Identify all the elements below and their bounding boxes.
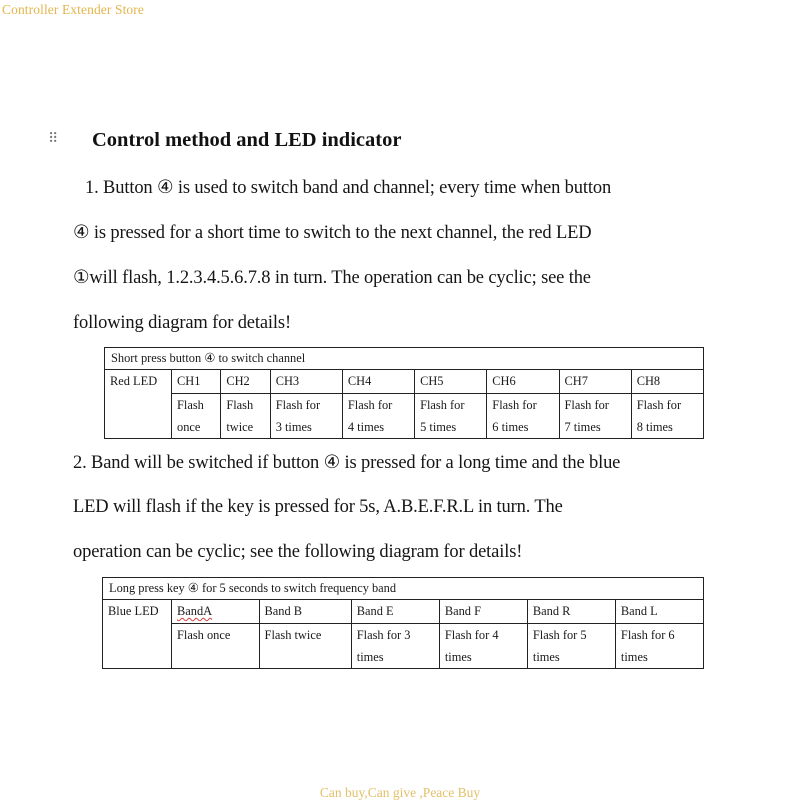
paragraph1-line1: 1. Button ④ is used to switch band and channel; every time when button [85, 178, 612, 198]
store-name: Controller Extender Store [2, 2, 144, 17]
band-flash-cell: Flash for 5 times [527, 624, 615, 669]
band-header: BandA [172, 600, 260, 624]
channel-header: CH3 [270, 370, 342, 394]
blue-led-label: Blue LED [103, 600, 172, 669]
paragraph1-line4: following diagram for details! [73, 313, 291, 333]
band-header: Band L [615, 600, 703, 624]
channel-header: CH6 [487, 370, 559, 394]
paragraph1-line2: ④ is pressed for a short time to switch to the next channel, the red LED [73, 223, 592, 243]
channel-header: CH2 [221, 370, 270, 394]
paragraph2-line1: 2. Band will be switched if button ④ is pressed for a long time and the blue [73, 453, 621, 473]
channel-flash-cell: Flash for 7 times [559, 394, 631, 439]
channel-header: CH5 [415, 370, 487, 394]
band-flash-cell: Flash once [172, 624, 260, 669]
channel-flash-cell: Flash for 8 times [631, 394, 703, 439]
channel-flash-cell: Flash for 6 times [487, 394, 559, 439]
channel-flash-cell: Flash twice [221, 394, 270, 439]
drag-handle-icon[interactable]: ⠿ [48, 132, 58, 147]
channel-flash-cell: Flash for 4 times [342, 394, 414, 439]
channel-table [104, 347, 704, 439]
channel-header: CH1 [172, 370, 221, 394]
channel-header: CH7 [559, 370, 631, 394]
band-header: Band B [259, 600, 351, 624]
paragraph1-line3: ①will flash, 1.2.3.4.5.6.7.8 in turn. The operation can be cyclic; see the [73, 268, 591, 288]
red-led-label: Red LED [105, 370, 172, 439]
channel-flash-cell: Flash for 5 times [415, 394, 487, 439]
channel-flash-cell: Flash for 3 times [270, 394, 342, 439]
paragraph2-line2: LED will flash if the key is pressed for 5s, A.B.E.F.R.L in turn. The [73, 497, 563, 517]
band-table-title: Long press key ④ for 5 seconds to switch frequency band [103, 578, 704, 600]
footer-slogan: Can buy,Can give ,Peace Buy [319, 785, 481, 800]
band-header: Band E [351, 600, 439, 624]
band-header: Band F [439, 600, 527, 624]
band-flash-cell: Flash for 4 times [439, 624, 527, 669]
band-header: Band R [527, 600, 615, 624]
paragraph2-line3: operation can be cyclic; see the following diagram for details! [73, 542, 523, 562]
band-flash-cell: Flash for 6 times [615, 624, 703, 669]
channel-header: CH8 [631, 370, 703, 394]
band-flash-cell: Flash twice [259, 624, 351, 669]
page-title: Control method and LED indicator [92, 129, 402, 151]
channel-header: CH4 [342, 370, 414, 394]
channel-flash-cell: Flash once [172, 394, 221, 439]
band-table [102, 577, 704, 669]
band-flash-cell: Flash for 3 times [351, 624, 439, 669]
channel-table-title: Short press button ④ to switch channel [105, 348, 704, 370]
